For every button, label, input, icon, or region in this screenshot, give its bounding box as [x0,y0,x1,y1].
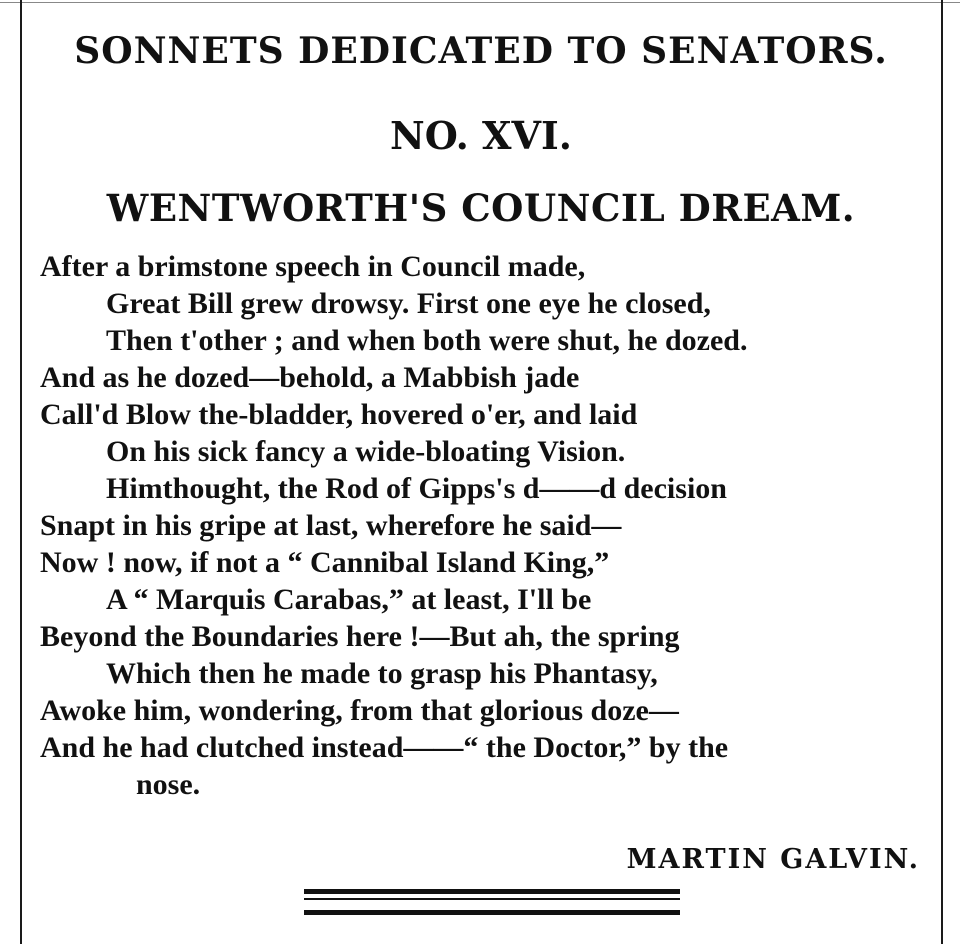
right-column-rule [941,0,943,944]
poem-title: WENTWORTH'S COUNCIL DREAM. [106,186,856,230]
poem-line: nose. [136,768,201,801]
poem-line: Himthought, the Rod of Gipps's d——d decision [106,472,727,505]
author-signature: MARTIN GALVIN. [626,844,920,875]
series-title: SONNETS DEDICATED TO SENATORS. [74,30,888,72]
poem-line: Awoke him, wondering, from that glorious doze— [40,694,679,727]
poem-line: A “ Marquis Carabas,” at least, I'll be [106,583,592,616]
poem-line: Beyond the Boundaries here !—But ah, the spring [40,620,680,653]
poem-line: And as he dozed—behold, a Mabbish jade [40,361,580,394]
end-rule-thick [304,910,680,915]
poem-line: Call'd Blow the-bladder, hovered o'er, and laid [40,398,638,431]
poem-line: Great Bill grew drowsy. First one eye he closed, [106,287,711,320]
end-rule-thin [304,898,680,900]
poem-line: Now ! now, if not a “ Cannibal Island King,” [40,546,610,579]
poem-line: Then t'other ; and when both were shut, he dozed. [106,324,748,357]
end-rule-thick [304,889,680,894]
poem-line: Which then he made to grasp his Phantasy, [106,657,658,690]
poem-line: After a brimstone speech in Council made, [40,250,586,283]
newspaper-clipping [22,0,940,944]
poem-line: On his sick fancy a wide-bloating Vision. [106,435,626,468]
poem-line: And he had clutched instead——“ the Doctor,” by the [40,731,729,764]
sonnet-number: NO. XVI. [389,113,573,158]
poem-line: Snapt in his gripe at last, wherefore he said— [40,509,622,542]
